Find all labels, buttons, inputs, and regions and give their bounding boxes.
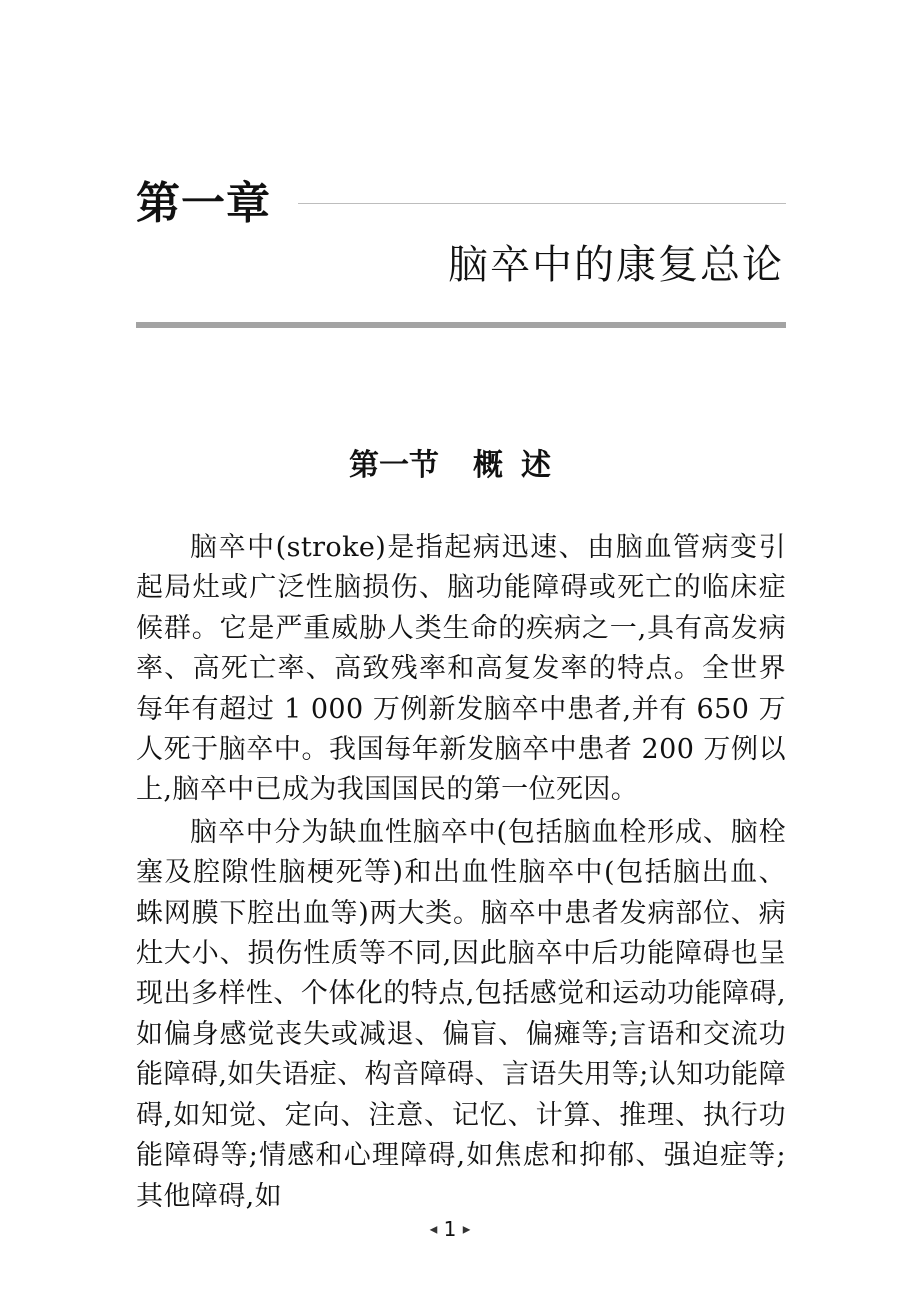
- page-footer: [0, 1216, 900, 1244]
- section-title: [0, 446, 900, 486]
- section-title-char-2: 述: [521, 448, 551, 483]
- chapter-divider-thin: [298, 203, 786, 204]
- right-triangle-icon: ▶: [462, 1224, 471, 1236]
- paragraph-1: 脑卒中(stroke)是指起病迅速、由脑血管病变引起局灶或广泛性脑损伤、脑功能障碍或死亡的临床症候群。它是严重威胁人类生命的疾病之一,具有高发病率、高死亡率、高致残率和高复发率的特点。全世界每年有超过 1 000 万例新发脑卒中患者,并有 650 万人死于脑卒中。我国每年新发脑卒中患者 200 万例以上,脑卒中已成为我国国民的第一位死因。: [136, 532, 786, 806]
- body-text: [136, 528, 786, 1219]
- section-title-char-1: 概: [473, 448, 503, 483]
- chapter-divider-thick: [136, 322, 786, 328]
- left-triangle-icon: ◀: [429, 1224, 438, 1236]
- chapter-label: 第一章: [136, 178, 271, 229]
- paragraph-2: 脑卒中分为缺血性脑卒中(包括脑血栓形成、脑栓塞及腔隙性脑梗死等)和出血性脑卒中(包括脑出血、蛛网膜下腔出血等)两大类。脑卒中患者发病部位、病灶大小、损伤性质等不同,因此脑卒中后功能障碍也呈现出多样性、个体化的特点,包括感觉和运动功能障碍,如偏身感觉丧失或减退、偏盲、偏瘫等;言语和交流功能障碍,如失语症、构音障碍、言语失用等;认知功能障碍,如知觉、定向、注意、记忆、计算、推理、执行功能障碍等;情感和心理障碍,如焦虑和抑郁、强迫症等;其他障碍,如: [136, 816, 786, 1212]
- page-number: 1: [443, 1217, 457, 1241]
- chapter-title: 脑卒中的康复总论: [448, 242, 784, 288]
- section-number: 第一节: [349, 448, 439, 483]
